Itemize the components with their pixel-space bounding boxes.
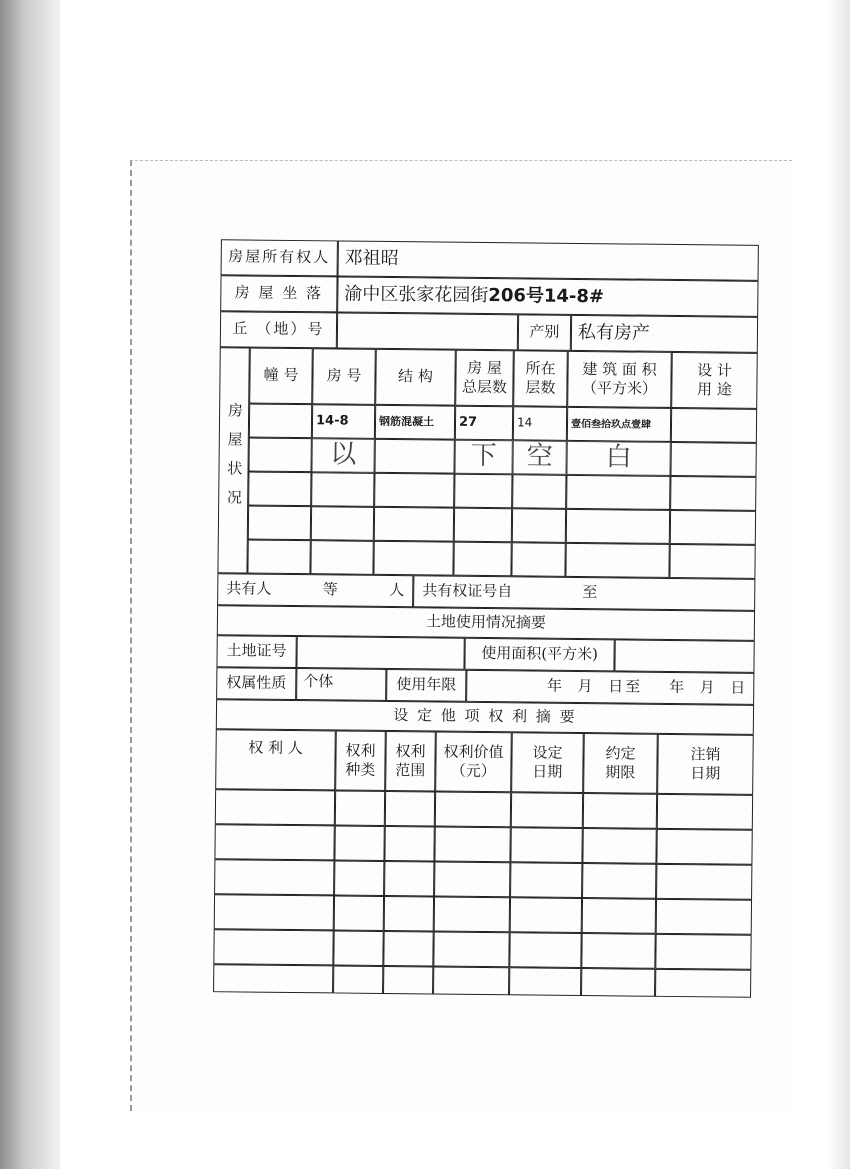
- empty-cell: [310, 540, 373, 575]
- coowner-row: [217, 573, 413, 607]
- empty-cell: [670, 476, 756, 511]
- scan-shadow-left: [0, 0, 60, 1169]
- header-room: 房 号: [312, 348, 376, 405]
- location-district: 渝中区张家花园街: [344, 283, 489, 307]
- rights-empty-cell: [384, 896, 434, 932]
- owner-value: 邓祖昭: [338, 240, 759, 280]
- rights-empty-cell: [334, 860, 384, 896]
- row-building: [249, 404, 312, 439]
- land-summary-title: 土地使用情况摘要: [217, 605, 755, 641]
- rights-empty-cell: [433, 931, 509, 967]
- rights-empty-cell: [510, 862, 582, 898]
- rights-empty-cell: [655, 969, 751, 998]
- coowner-cert: [413, 575, 755, 611]
- empty-cell: [453, 542, 511, 577]
- location-label: 房 屋 坐 落: [220, 275, 337, 312]
- rights-empty-cell: [214, 894, 334, 930]
- rights-empty-cell: [509, 967, 581, 996]
- empty-cell: [248, 506, 311, 541]
- stamp-char-3: 空: [512, 440, 566, 475]
- empty-cell: [454, 508, 512, 543]
- rights-empty-cell: [214, 824, 334, 860]
- rights-empty-cell: [334, 895, 384, 931]
- empty-cell: [374, 473, 454, 508]
- rights-empty-cell: [213, 964, 333, 993]
- rights-empty-cell: [384, 826, 434, 862]
- lot-value: [337, 312, 518, 350]
- rights-empty-cell: [510, 827, 582, 863]
- row-room: 14-8: [312, 404, 375, 439]
- row-floor: 14: [513, 406, 567, 441]
- rights-empty-cell: [509, 932, 581, 968]
- coowner-label: 共有人: [226, 579, 272, 599]
- row-usage: [671, 408, 757, 443]
- rights-empty-cell: [656, 829, 752, 865]
- row-structure: 钢筋混凝土: [375, 405, 455, 440]
- empty-cell: [454, 474, 512, 509]
- rights-empty-cell: [581, 933, 655, 969]
- header-area: 建 筑 面 积 （平方米）: [567, 351, 672, 408]
- rights-empty-cell: [215, 789, 335, 825]
- coowner-cert-label: 共有权证号自: [422, 581, 513, 601]
- nature-value: 个体: [296, 668, 386, 701]
- empty-cell: [247, 540, 310, 575]
- coowner-count-label: 等: [322, 580, 338, 599]
- location-value: [337, 276, 758, 316]
- property-certificate-form: [192, 232, 760, 1034]
- location-number: 206号14-8#: [488, 285, 605, 308]
- empty-cell: [512, 508, 566, 543]
- empty-cell: [566, 475, 670, 510]
- rights-header-value: 权利价值 （元）: [435, 731, 512, 792]
- empty-cell: [566, 509, 670, 544]
- header-structure: 结 构: [375, 349, 456, 406]
- rights-empty-cell: [656, 899, 752, 935]
- rights-empty-cell: [214, 859, 334, 895]
- rights-empty-cell: [582, 898, 656, 934]
- rights-empty-cell: [213, 929, 333, 965]
- other-rights-title: 设 定 他 项 权 利 摘 要: [216, 699, 754, 735]
- rights-header-set-date: 设定 日期: [511, 732, 584, 793]
- rights-header-holder: 权 利 人: [215, 729, 336, 790]
- rights-header-scope: 权利 范围: [385, 731, 436, 792]
- rights-header-term: 约定 期限: [583, 733, 658, 794]
- rights-empty-cell: [655, 934, 751, 970]
- rights-empty-cell: [384, 861, 434, 897]
- land-area-value: [614, 639, 754, 672]
- empty-cell: [669, 544, 755, 579]
- coowner-to-label: 至: [582, 583, 598, 602]
- coowner-person-label: 人: [389, 581, 405, 600]
- rights-empty-cell: [511, 792, 583, 828]
- empty-cell: [670, 510, 756, 545]
- empty-cell: [565, 543, 669, 578]
- rights-empty-cell: [385, 791, 435, 827]
- rights-empty-cell: [435, 791, 511, 827]
- empty-cell: [374, 507, 454, 542]
- property-type-label: 产别: [518, 314, 571, 351]
- rights-empty-cell: [434, 826, 510, 862]
- rights-empty-cell: [656, 864, 752, 900]
- rights-empty-cell: [433, 966, 509, 995]
- rights-empty-cell: [434, 861, 510, 897]
- land-area-label: 使用面积(平方米): [464, 638, 614, 672]
- rights-header-type: 权利 种类: [335, 730, 386, 791]
- nature-label: 权属性质: [216, 667, 296, 700]
- rights-empty-cell: [583, 793, 657, 829]
- empty-cell: [374, 439, 454, 474]
- rights-empty-cell: [334, 825, 384, 861]
- empty-cell: [311, 506, 374, 541]
- row-total-floors: 27: [455, 406, 513, 441]
- header-total-floors: 房 屋 总层数: [455, 350, 514, 407]
- stamp-char-4: 白: [566, 441, 670, 476]
- scan-shadow-right: [828, 0, 850, 1169]
- land-cert-value: [296, 636, 464, 670]
- row-area: 壹佰叁拾玖点壹肆: [567, 407, 671, 442]
- rights-empty-cell: [510, 897, 582, 933]
- stamp-char-1: 以: [311, 438, 374, 473]
- rights-empty-cell: [582, 828, 656, 864]
- owner-label: 房屋所有权人: [221, 239, 338, 276]
- stamp-char-2: 下: [454, 440, 512, 475]
- property-type-value: 私有房产: [571, 315, 758, 353]
- rights-empty-cell: [335, 790, 385, 826]
- rights-empty-cell: [582, 863, 656, 899]
- rights-header-cancel-date: 注销 日期: [657, 734, 754, 795]
- rights-empty-cell: [333, 965, 383, 994]
- rights-empty-cell: [581, 968, 655, 997]
- land-cert-label: 土地证号: [216, 635, 296, 668]
- header-usage: 设 计 用 途: [671, 352, 758, 409]
- rights-empty-cell: [434, 896, 510, 932]
- empty-cell: [311, 472, 374, 507]
- empty-cell: [248, 472, 311, 507]
- rights-empty-cell: [333, 930, 383, 966]
- rights-empty-cell: [383, 931, 433, 967]
- empty-cell: [512, 474, 566, 509]
- rights-empty-cell: [657, 794, 753, 830]
- empty-cell: [511, 542, 565, 577]
- header-floor: 所在 层数: [513, 350, 568, 407]
- empty-cell: [670, 442, 756, 477]
- empty-cell: [373, 541, 453, 576]
- rights-empty-cell: [383, 966, 433, 995]
- term-label: 使用年限: [386, 669, 466, 702]
- status-side-label: 房屋状况: [217, 347, 249, 573]
- lot-label: 丘 （地）号: [220, 311, 337, 348]
- header-building: 幢 号: [249, 348, 313, 405]
- term-value: 年 月 日至 年 月 日: [466, 670, 754, 705]
- empty-cell: [248, 438, 311, 473]
